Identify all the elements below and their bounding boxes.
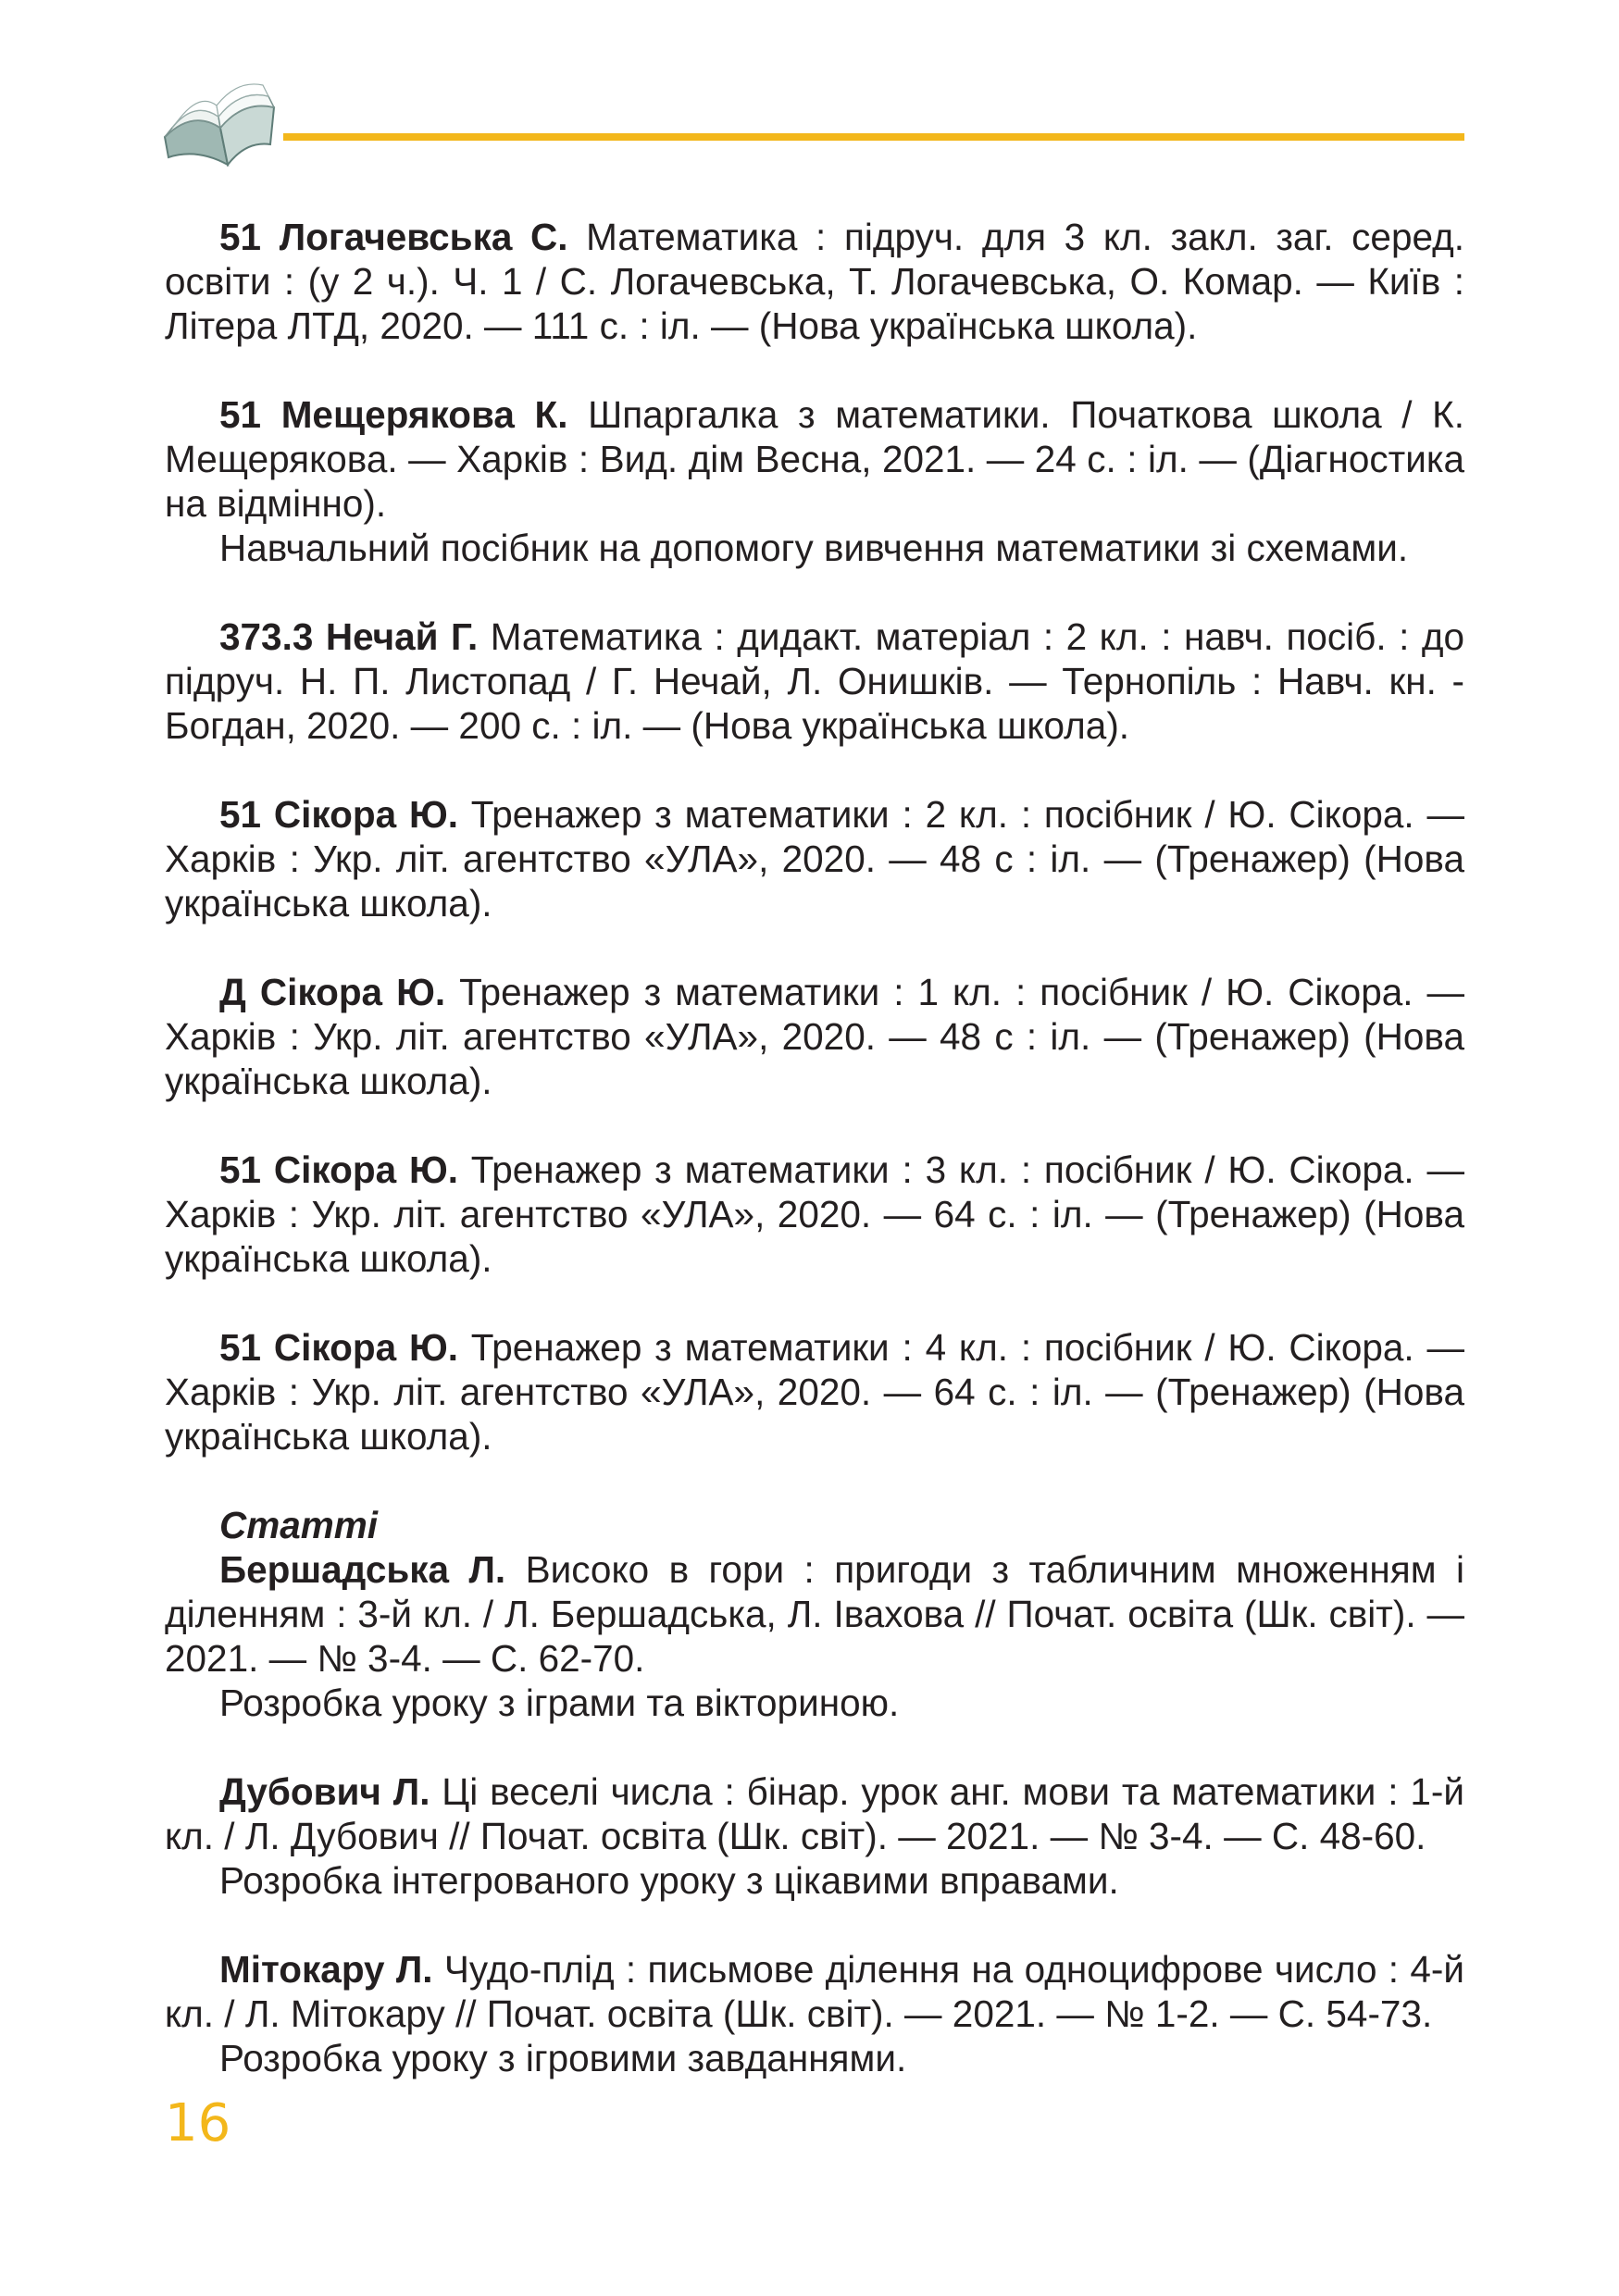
article-entry xyxy=(165,1769,1464,1903)
header-rule xyxy=(283,133,1464,141)
entry-author: 51 Сікора Ю. xyxy=(219,1148,458,1191)
entry-annotation: Розробка уроку з ігровими завданнями. xyxy=(219,2037,907,2079)
entry-author: 51 Мещерякова К. xyxy=(219,393,568,436)
entry-author: 51 Сікора Ю. xyxy=(219,1326,458,1369)
entry-text: Чудо-плід : письмове ділення на одноцифрове число : 4-й кл. / Л. Мітокару // Почат. освіта (Шк. світ). — 2021. — № 1-2. — С. 54-73. xyxy=(165,1948,1464,2035)
entry-text: Тренажер з математики : 4 кл. : посібник / Ю. Сікора. — Харків : Укр. літ. агентство «УЛА», 2020. — 64 с. : іл. — (Тренажер) (Нова українська школа). xyxy=(165,1326,1464,1458)
entry-author: Дубович Л. xyxy=(219,1770,430,1813)
entry-text: Тренажер з математики : 2 кл. : посібник / Ю. Сікора. — Харків : Укр. літ. агентство «УЛА», 2020. — 48 с : іл. — (Тренажер) (Нова українська школа). xyxy=(165,793,1464,925)
entry-annotation: Навчальний посібник на допомогу вивчення математики зі схемами. xyxy=(219,527,1409,569)
entry-author: 51 Сікора Ю. xyxy=(219,793,458,836)
bibliography-entry xyxy=(165,392,1464,570)
entry-author: Д Сікора Ю. xyxy=(219,971,446,1013)
articles-heading: Статті xyxy=(219,1504,379,1546)
bibliography-entry xyxy=(165,614,1464,748)
entry-author: Мітокару Л. xyxy=(219,1948,433,1991)
bibliography-entry xyxy=(165,215,1464,348)
entry-text: Тренажер з математики : 1 кл. : посібник / Ю. Сікора. — Харків : Укр. літ. агентство «УЛА», 2020. — 48 с : іл. — (Тренажер) (Нова українська школа). xyxy=(165,971,1464,1102)
entry-author: Бершадська Л. xyxy=(219,1548,506,1591)
entry-author: 373.3 Нечай Г. xyxy=(219,615,479,658)
bibliography-entry xyxy=(165,1325,1464,1458)
entry-author: 51 Логачевська С. xyxy=(219,216,568,258)
entry-text: Тренажер з математики : 3 кл. : посібник / Ю. Сікора. — Харків : Укр. літ. агентство «УЛА», 2020. — 64 с. : іл. — (Тренажер) (Нова українська школа). xyxy=(165,1148,1464,1280)
entry-text: Математика : підруч. для 3 кл. закл. заг. серед. освіти : (у 2 ч.). Ч. 1 / С. Логачевська, Т. Логачевська, О. Комар. — Київ : Літера ЛТД, 2020. — 111 с. : іл. — (Нова українська школа). xyxy=(165,216,1464,347)
bibliography-entry xyxy=(165,970,1464,1103)
bibliography xyxy=(165,215,1464,2125)
entry-annotation: Розробка інтегрованого уроку з цікавими вправами. xyxy=(219,1859,1119,1902)
bibliography-entry xyxy=(165,792,1464,925)
article-entry xyxy=(165,1547,1464,1725)
entry-text: Високо в гори : пригоди з табличним множенням і діленням : 3-й кл. / Л. Бершадська, Л. Івахова // Почат. освіта (Шк. світ). — 2021. — № 3-4. — С. 62-70. xyxy=(165,1548,1464,1680)
open-book-icon xyxy=(156,72,280,169)
entry-text: Математика : дидакт. матеріал : 2 кл. : навч. посіб. : до підруч. Н. П. Листопад / Г. Нечай, Л. Онишків. — Тернопіль : Навч. кн. - Богдан, 2020. — 200 с. : іл. — (Нова українська школа). xyxy=(165,615,1465,747)
entry-annotation: Розробка уроку з іграми та вікториною. xyxy=(219,1682,900,1724)
entry-text: Шпаргалка з математики. Початкова школа / К. Мещерякова. — Харків : Вид. дім Весна, 2021. — 24 с. : іл. — (Діагностика на відмінно). xyxy=(165,393,1464,525)
bibliography-entry xyxy=(165,1148,1464,1281)
page-number: 16 xyxy=(165,2093,231,2153)
entry-text: Ці веселі числа : бінар. урок анг. мови та математики : 1-й кл. / Л. Дубович // Почат. освіта (Шк. світ). — 2021. — № 3-4. — С. 48-60. xyxy=(165,1770,1464,1857)
article-entry xyxy=(165,1947,1464,2080)
